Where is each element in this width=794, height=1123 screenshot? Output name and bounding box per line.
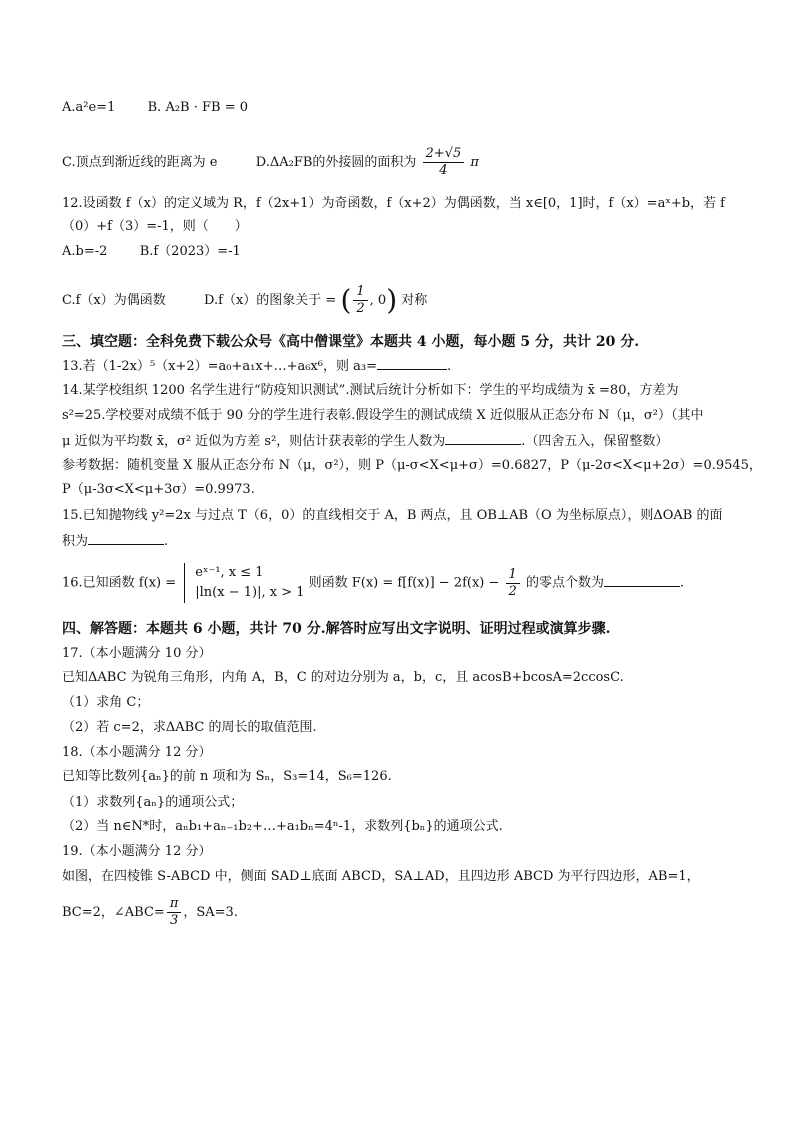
q12-option-c: C.f（x）为偶函数 [62,293,166,308]
q15-line2: 积为 . [62,534,169,549]
q14-line2: s²=25.学校要对成绩不低于 90 分的学生进行表彰.假设学生的测试成绩 X 近似服从正态分布 N（μ，σ²）（其中 [62,408,704,423]
q19-line2: BC=2，∠ABC= $\frac{\pi}{3}$ ，SA=3. [62,896,238,928]
q13-answer-blank [377,357,447,370]
q16-fraction: $\frac{1}{2}$ [506,567,520,600]
q18-stem: 已知等比数列{aₙ}的前 n 项和为 Sₙ，S₃=14，S₆=126. [62,769,392,784]
q19-fraction: $\frac{\pi}{3}$ [167,896,182,929]
q15-answer-blank [88,532,164,545]
q11-options-ab [62,99,248,117]
q11-option-d-fraction: $\frac{2+√5}{4}$ [423,146,465,179]
q11-option-c: C.顶点到渐近线的距离为 e [62,155,218,170]
q11-options-cd [62,146,479,179]
q14-line5: P（μ-3σ<X<μ+3σ）=0.9973. [62,482,255,497]
q16: 16.已知函数 f(x) = eˣ⁻¹, x ≤ 1 |ln(x − 1)|, x > 1 则函数 F(x) = f[f(x)] − 2f(x) − $\frac{1}{2}$ 的零点个数为 . [62,563,684,603]
q12-option-a: A.b=-2 [62,244,108,259]
q14-line1: 14.某学校组织 1200 名学生进行“防疫知识测试”.测试后统计分析如下：学生的平均成绩为 x̄ =80，方差为 [62,383,679,398]
q12-line1: 12.设函数 f（x）的定义域为 R，f（2x+1）为奇函数，f（x+2）为偶函数，当 x∈[0，1]时，f（x）=aˣ+b，若 f [62,196,725,211]
q15-line1: 15.已知抛物线 y²=2x 与过点 T（6，0）的直线相交于 A，B 两点，且 OB⊥AB（O 为坐标原点），则ΔOAB 的面 [62,508,723,523]
q12-options-cd [62,284,427,317]
section4-heading: 四、解答题：本题共 6 小题，共计 70 分.解答时应写出文字说明、证明过程或演算步骤. [62,621,611,637]
q12-option-d-fraction: $\frac{1}{2}$ [353,284,367,317]
q12-options-ab [62,243,241,261]
q18-title: 18.（本小题满分 12 分） [62,745,212,760]
q17-title: 17.（本小题满分 10 分） [62,646,212,661]
q16-piecewise: eˣ⁻¹, x ≤ 1 |ln(x − 1)|, x > 1 [184,563,304,603]
q12-line2: （0）+f（3）=-1，则（ ） [62,219,248,234]
q14-line4: 参考数据：随机变量 X 服从正态分布 N（μ，σ²），则 P（μ-σ<X<μ+σ）=0.6827，P（μ-2σ<X<μ+2σ）=0.9545， [62,458,762,473]
q17-part1: （1）求角 C； [62,695,150,710]
q19-title: 19.（本小题满分 12 分） [62,844,212,859]
q13: 13.若（1-2x）⁵（x+2）=a₀+a₁x+…+a₆x⁶，则 a₃= . [62,359,452,374]
q14-answer-blank [445,432,521,445]
q14-line3: μ 近似为平均数 x̄，σ² 近似为方差 s²，则估计获表彰的学生人数为 .（四舍五入，保留整数） [62,434,669,449]
q12-option-d: D.f（x）的图象关于 = ( $\frac{1}{2}$ , 0) 对称 [204,283,428,317]
q17-part2: （2）若 c=2，求ΔABC 的周长的取值范围. [62,720,317,735]
q11-option-a: A.a²e=1 [62,100,116,115]
q11-option-b: B. A₂B · FB = 0 [147,100,248,115]
q11-option-d: D.ΔA₂FB的外接圆的面积为 $\frac{2+√5}{4}$ π [255,146,479,178]
q18-part2: （2）当 n∈N*时，aₙb₁+aₙ₋₁b₂+…+a₁bₙ=4ⁿ-1，求数列{bₙ}的通项公式. [62,819,503,834]
q19-line1: 如图，在四棱锥 S-ABCD 中，侧面 SAD⊥底面 ABCD，SA⊥AD，且四边形 ABCD 为平行四边形，AB=1， [62,869,700,884]
q12-option-b: B.f（2023）=-1 [139,244,241,259]
q18-part1: （1）求数列{aₙ}的通项公式； [62,795,244,810]
section3-heading: 三、填空题：全科免费下载公众号《高中僧课堂》本题共 4 小题，每小题 5 分，共计 20 分. [62,334,640,350]
q16-answer-blank [604,574,680,587]
q17-stem: 已知ΔABC 为锐角三角形，内角 A，B，C 的对边分别为 a，b，c，且 acosB+bcosA=2ccosC. [62,670,624,685]
